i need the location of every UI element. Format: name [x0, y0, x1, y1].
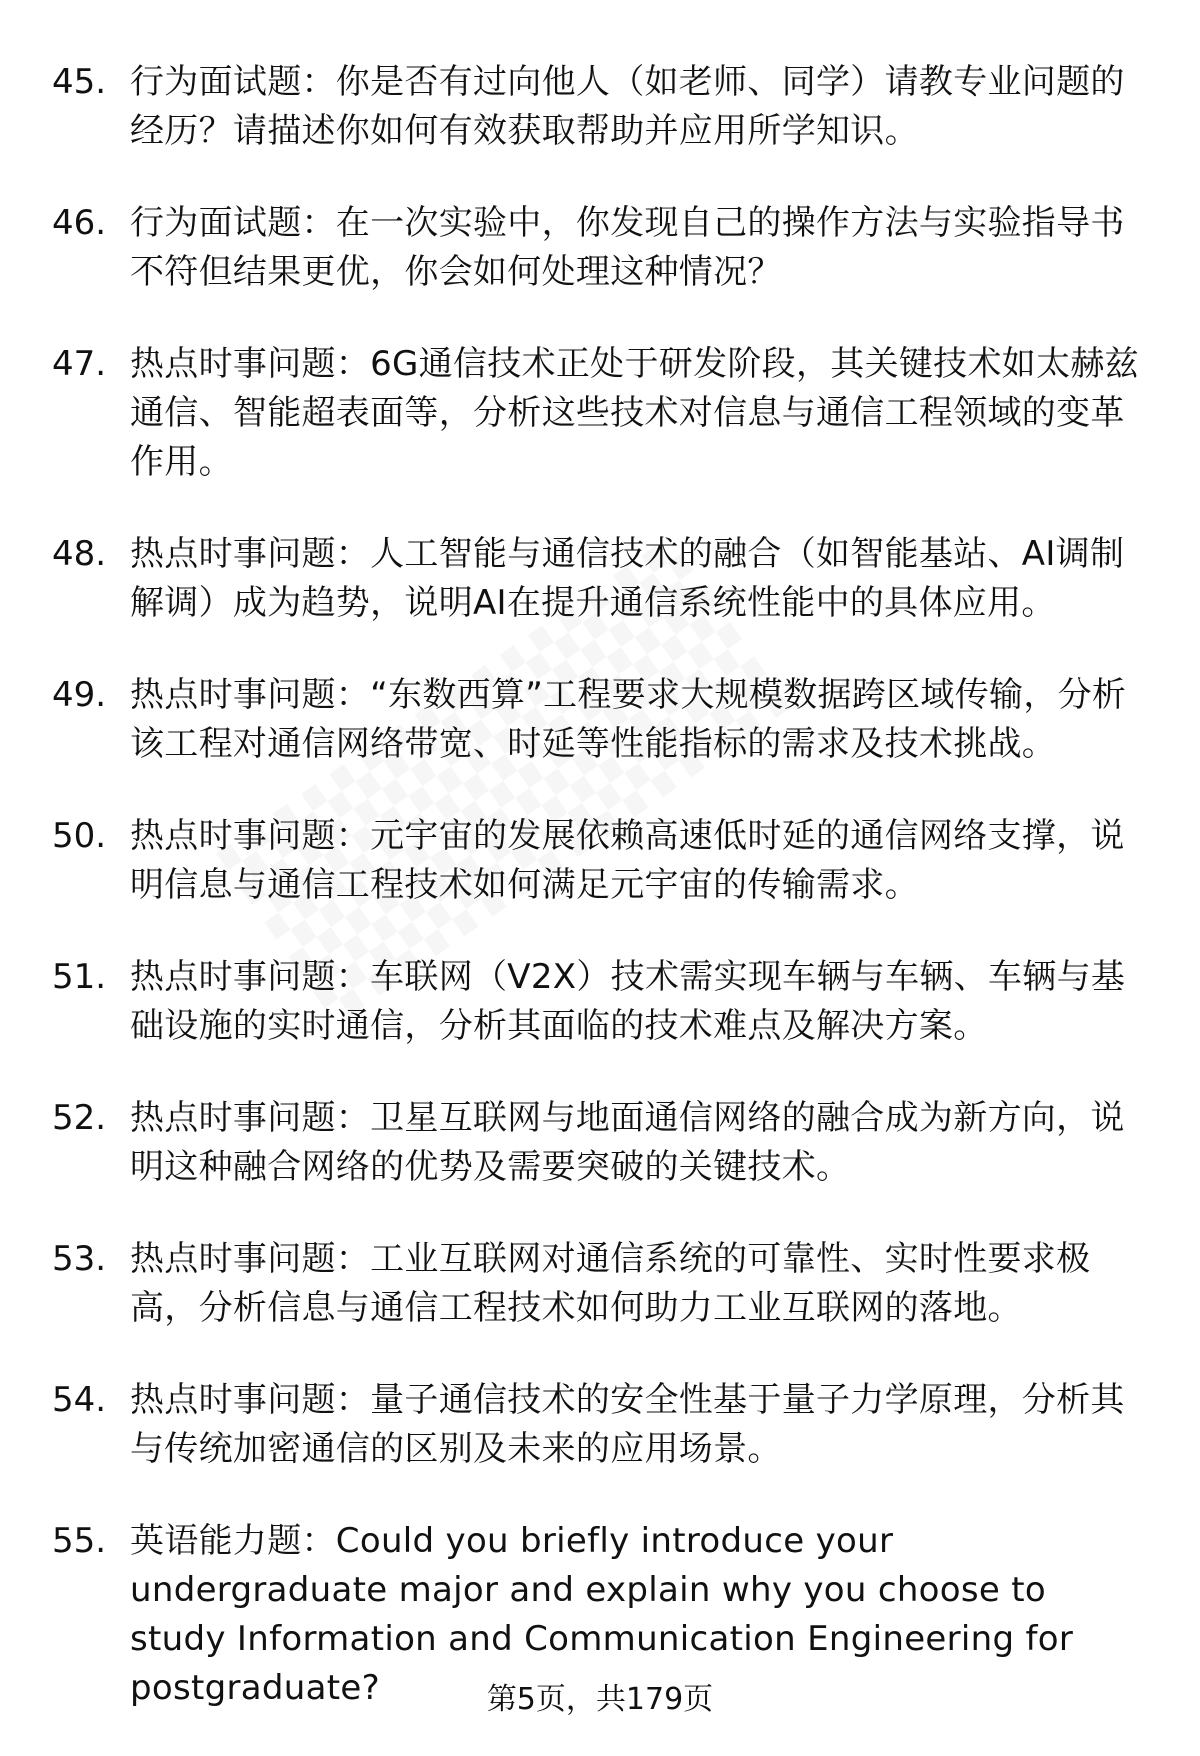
question-number: 53. [52, 1239, 107, 1279]
question-number: 47. [52, 344, 107, 384]
question-item-46 [52, 199, 1152, 297]
question-number: 48. [52, 534, 107, 574]
question-text: 英语能力题：Could you briefly introduce your undergraduate major and explain why you choose to study Information and Communication Engineering for postgraduate? [130, 1521, 1074, 1708]
question-item-53 [52, 1235, 1152, 1333]
question-item-45 [52, 58, 1152, 156]
question-number: 49. [52, 675, 107, 715]
question-number: 45. [52, 62, 107, 102]
question-number: 54. [52, 1380, 107, 1420]
question-text: 热点时事问题：工业互联网对通信系统的可靠性、实时性要求极高，分析信息与通信工程技术如何助力工业互联网的落地。 [130, 1239, 1091, 1328]
question-text: 热点时事问题：“东数西算”工程要求大规模数据跨区域传输，分析该工程对通信网络带宽、时延等性能指标的需求及技术挑战。 [130, 675, 1127, 764]
question-number: 55. [52, 1521, 107, 1561]
question-item-49 [52, 671, 1152, 769]
question-number: 52. [52, 1098, 107, 1138]
question-item-47 [52, 340, 1152, 487]
question-item-50 [52, 812, 1152, 910]
page-number: 第5页，共179页 [486, 1682, 714, 1717]
question-text: 行为面试题：在一次实验中，你发现自己的操作方法与实验指导书不符但结果更优，你会如何处理这种情况？ [130, 203, 1125, 292]
question-number: 46. [52, 203, 107, 243]
question-item-48 [52, 530, 1152, 628]
question-text: 热点时事问题：人工智能与通信技术的融合（如智能基站、AI调制解调）成为趋势，说明AI在提升通信系统性能中的具体应用。 [130, 534, 1125, 623]
question-text: 热点时事问题：车联网（V2X）技术需实现车辆与车辆、车辆与基础设施的实时通信，分析其面临的技术难点及解决方案。 [130, 957, 1126, 1046]
question-text: 行为面试题：你是否有过向他人（如老师、同学）请教专业问题的经历？请描述你如何有效获取帮助并应用所学知识。 [130, 62, 1125, 151]
question-text: 热点时事问题：6G通信技术正处于研发阶段，其关键技术如太赫兹通信、智能超表面等，分析这些技术对信息与通信工程领域的变革作用。 [130, 344, 1139, 482]
question-item-52 [52, 1094, 1152, 1192]
question-list [52, 58, 1152, 1756]
question-text: 热点时事问题：元宇宙的发展依赖高速低时延的通信网络支撑，说明信息与通信工程技术如何满足元宇宙的传输需求。 [130, 816, 1125, 905]
question-text: 热点时事问题：卫星互联网与地面通信网络的融合成为新方向，说明这种融合网络的优势及需要突破的关键技术。 [130, 1098, 1125, 1187]
question-text: 热点时事问题：量子通信技术的安全性基于量子力学原理，分析其与传统加密通信的区别及未来的应用场景。 [130, 1380, 1125, 1469]
question-item-51 [52, 953, 1152, 1051]
question-number: 50. [52, 816, 107, 856]
question-item-54 [52, 1376, 1152, 1474]
question-number: 51. [52, 957, 107, 997]
